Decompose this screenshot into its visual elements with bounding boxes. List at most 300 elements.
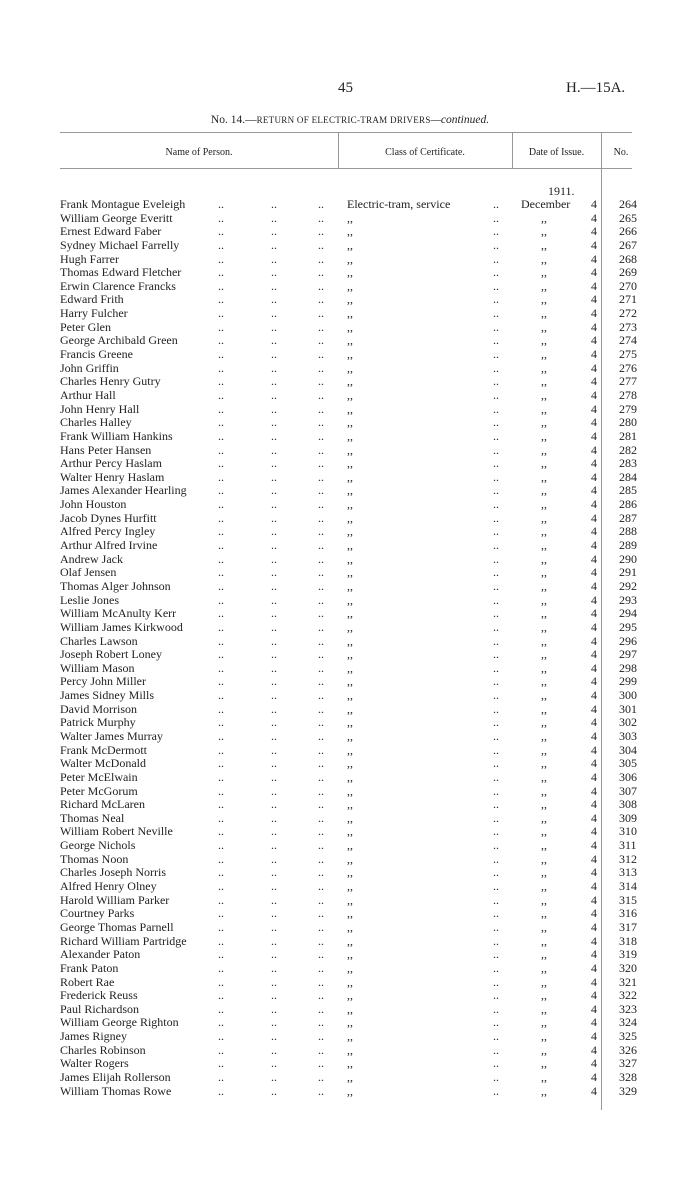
leader-dots: ..	[271, 947, 277, 962]
issue-month: ,,	[541, 974, 547, 989]
table-row	[0, 443, 700, 457]
leader-dots: ..	[218, 415, 224, 430]
leader-dots: ..	[218, 1042, 224, 1057]
person-name: Charles Halley	[60, 415, 132, 430]
leader-dots: ..	[493, 1042, 499, 1057]
table-row	[0, 920, 700, 934]
issue-day: 4	[591, 988, 597, 1003]
leader-dots: ..	[318, 292, 324, 307]
issue-day: 4	[591, 197, 597, 211]
issue-month: ,,	[541, 292, 547, 307]
leader-dots: ..	[271, 387, 277, 402]
certificate-number: 274	[619, 333, 637, 348]
person-name: Arthur Alfred Irvine	[60, 538, 158, 553]
table-row	[0, 797, 700, 811]
leader-dots: ..	[271, 524, 277, 539]
leader-dots: ..	[318, 278, 324, 293]
leader-dots: ..	[218, 1070, 224, 1084]
issue-day: 4	[591, 592, 597, 607]
issue-day: 4	[591, 824, 597, 839]
issue-month: ,,	[541, 988, 547, 1003]
leader-dots: ..	[271, 728, 277, 743]
leader-dots: ..	[493, 1070, 499, 1084]
certificate-number: 310	[619, 824, 637, 839]
certificate-number: 285	[619, 483, 637, 498]
leader-dots: ..	[493, 428, 499, 443]
issue-month: ,,	[541, 647, 547, 662]
certificate-number: 324	[619, 1015, 637, 1030]
issue-day: 4	[591, 1056, 597, 1071]
person-name: Percy John Miller	[60, 674, 146, 689]
leader-dots: ..	[218, 988, 224, 1003]
table-row	[0, 1056, 700, 1070]
certificate-class: ,,	[347, 347, 353, 362]
person-name: William Mason	[60, 660, 135, 675]
table-row	[0, 947, 700, 961]
header-date: Date of Issue.	[528, 147, 585, 158]
table-row	[0, 593, 700, 607]
certificate-number: 329	[619, 1083, 637, 1098]
issue-month: ,,	[541, 674, 547, 689]
certificate-class: ,,	[347, 947, 353, 962]
certificate-class: ,,	[347, 919, 353, 934]
table-row	[0, 1002, 700, 1016]
leader-dots: ..	[318, 1029, 324, 1044]
leader-dots: ..	[271, 551, 277, 566]
leader-dots: ..	[218, 606, 224, 621]
leader-dots: ..	[218, 210, 224, 225]
certificate-number: 328	[619, 1070, 637, 1084]
person-name: Charles Lawson	[60, 633, 138, 648]
table-row	[0, 674, 700, 688]
table-row	[0, 1029, 700, 1043]
leader-dots: ..	[218, 674, 224, 689]
leader-dots: ..	[318, 783, 324, 798]
leader-dots: ..	[271, 660, 277, 675]
leader-dots: ..	[493, 742, 499, 757]
header-no: No.	[613, 147, 629, 158]
table-row	[0, 238, 700, 252]
certificate-number: 268	[619, 251, 637, 266]
issue-month: ,,	[541, 347, 547, 362]
certificate-class: ,,	[347, 810, 353, 825]
issue-month: December	[521, 197, 571, 211]
leader-dots: ..	[318, 619, 324, 634]
person-name: James Sidney Mills	[60, 688, 155, 703]
issue-day: 4	[591, 538, 597, 553]
leader-dots: ..	[271, 292, 277, 307]
certificate-class: ,,	[347, 1001, 353, 1016]
certificate-number: 318	[619, 933, 637, 948]
person-name: Frank William Hankins	[60, 428, 173, 443]
leader-dots: ..	[271, 865, 277, 880]
leader-dots: ..	[271, 483, 277, 498]
leader-dots: ..	[218, 783, 224, 798]
issue-month: ,,	[541, 319, 547, 334]
certificate-number: 287	[619, 510, 637, 525]
issue-day: 4	[591, 660, 597, 675]
header-name: Name of Person.	[165, 147, 233, 158]
certificate-number: 281	[619, 428, 637, 443]
leader-dots: ..	[318, 592, 324, 607]
leader-dots: ..	[493, 524, 499, 539]
leader-dots: ..	[218, 428, 224, 443]
leader-dots: ..	[493, 988, 499, 1003]
table-row	[0, 565, 700, 579]
certificate-class: ,,	[347, 551, 353, 566]
leader-dots: ..	[218, 933, 224, 948]
issue-month: ,,	[541, 1070, 547, 1084]
leader-dots: ..	[493, 919, 499, 934]
leader-dots: ..	[493, 633, 499, 648]
table-row	[0, 811, 700, 825]
certificate-number: 289	[619, 538, 637, 553]
certificate-class: ,,	[347, 415, 353, 430]
certificate-number: 321	[619, 974, 637, 989]
person-name: Charles Henry Gutry	[60, 374, 161, 389]
leader-dots: ..	[318, 538, 324, 553]
certificate-number: 314	[619, 879, 637, 894]
issue-month: ,,	[541, 456, 547, 471]
person-name: John Henry Hall	[60, 401, 140, 416]
person-name: William James Kirkwood	[60, 619, 183, 634]
leader-dots: ..	[318, 578, 324, 593]
person-name: Thomas Edward Fletcher	[60, 265, 182, 280]
header-class: Class of Certificate.	[385, 147, 465, 158]
document-reference: H.—15A.	[566, 80, 626, 96]
leader-dots: ..	[318, 606, 324, 621]
issue-month: ,,	[541, 578, 547, 593]
person-name: Richard William Partridge	[60, 933, 187, 948]
issue-month: ,,	[541, 701, 547, 716]
table-title	[0, 114, 700, 126]
leader-dots: ..	[493, 1015, 499, 1030]
issue-day: 4	[591, 428, 597, 443]
certificate-class: ,,	[347, 497, 353, 512]
person-name: Erwin Clarence Francks	[60, 278, 176, 293]
leader-dots: ..	[271, 810, 277, 825]
table-title-main: RETURN OF ELECTRIC-TRAM DRIVERS	[256, 115, 431, 125]
table-row	[0, 743, 700, 757]
certificate-number: 292	[619, 578, 637, 593]
certificate-number: 277	[619, 374, 637, 389]
leader-dots: ..	[493, 333, 499, 348]
leader-dots: ..	[218, 1056, 224, 1071]
issue-month: ,,	[541, 960, 547, 975]
certificate-number: 322	[619, 988, 637, 1003]
leader-dots: ..	[493, 865, 499, 880]
leader-dots: ..	[218, 510, 224, 525]
leader-dots: ..	[271, 879, 277, 894]
leader-dots: ..	[318, 524, 324, 539]
leader-dots: ..	[318, 1015, 324, 1030]
issue-day: 4	[591, 960, 597, 975]
issue-month: ,,	[541, 933, 547, 948]
leader-dots: ..	[493, 879, 499, 894]
table-row	[0, 197, 700, 211]
leader-dots: ..	[271, 333, 277, 348]
issue-day: 4	[591, 715, 597, 730]
issue-month: ,,	[541, 1001, 547, 1016]
certificate-class: ,,	[347, 1015, 353, 1030]
person-name: Harold William Parker	[60, 892, 170, 907]
leader-dots: ..	[493, 619, 499, 634]
leader-dots: ..	[218, 401, 224, 416]
person-name: William Thomas Rowe	[60, 1083, 172, 1098]
leader-dots: ..	[218, 592, 224, 607]
issue-day: 4	[591, 619, 597, 634]
leader-dots: ..	[318, 933, 324, 948]
issue-day: 4	[591, 483, 597, 498]
leader-dots: ..	[493, 456, 499, 471]
issue-day: 4	[591, 374, 597, 389]
leader-dots: ..	[493, 851, 499, 866]
person-name: George Thomas Parnell	[60, 919, 174, 934]
leader-dots: ..	[271, 960, 277, 975]
leader-dots: ..	[218, 892, 224, 907]
leader-dots: ..	[493, 483, 499, 498]
leader-dots: ..	[318, 510, 324, 525]
table-row	[0, 388, 700, 402]
certificate-number: 305	[619, 756, 637, 771]
leader-dots: ..	[318, 838, 324, 853]
leader-dots: ..	[493, 892, 499, 907]
person-name: Charles Joseph Norris	[60, 865, 166, 880]
issue-month: ,,	[541, 824, 547, 839]
issue-day: 4	[591, 647, 597, 662]
leader-dots: ..	[493, 538, 499, 553]
leader-dots: ..	[493, 960, 499, 975]
leader-dots: ..	[218, 347, 224, 362]
leader-dots: ..	[271, 742, 277, 757]
leader-dots: ..	[218, 633, 224, 648]
leader-dots: ..	[218, 960, 224, 975]
issue-day: 4	[591, 319, 597, 334]
leader-dots: ..	[318, 810, 324, 825]
table-row	[0, 497, 700, 511]
issue-day: 4	[591, 865, 597, 880]
issue-month: ,,	[541, 278, 547, 293]
leader-dots: ..	[271, 606, 277, 621]
issue-day: 4	[591, 387, 597, 402]
leader-dots: ..	[271, 1042, 277, 1057]
certificate-class: ,,	[347, 565, 353, 580]
leader-dots: ..	[318, 728, 324, 743]
issue-day: 4	[591, 769, 597, 784]
table-title-suffix: —continued.	[430, 114, 490, 126]
leader-dots: ..	[271, 933, 277, 948]
leader-dots: ..	[318, 947, 324, 962]
leader-dots: ..	[493, 592, 499, 607]
certificate-number: 296	[619, 633, 637, 648]
certificate-class: ,,	[347, 224, 353, 239]
issue-day: 4	[591, 415, 597, 430]
leader-dots: ..	[493, 906, 499, 921]
leader-dots: ..	[493, 647, 499, 662]
leader-dots: ..	[271, 415, 277, 430]
leader-dots: ..	[493, 210, 499, 225]
leader-dots: ..	[318, 960, 324, 975]
leader-dots: ..	[493, 469, 499, 484]
certificate-number: 283	[619, 456, 637, 471]
table-row	[0, 934, 700, 948]
leader-dots: ..	[318, 387, 324, 402]
leader-dots: ..	[218, 333, 224, 348]
issue-day: 4	[591, 797, 597, 812]
person-name: Peter McElwain	[60, 769, 138, 784]
leader-dots: ..	[271, 319, 277, 334]
person-name: Alexander Paton	[60, 947, 141, 962]
leader-dots: ..	[493, 442, 499, 457]
certificate-class: ,,	[347, 374, 353, 389]
certificate-number: 297	[619, 647, 637, 662]
person-name: Thomas Alger Johnson	[60, 578, 171, 593]
certificate-class: ,,	[347, 728, 353, 743]
certificate-number: 315	[619, 892, 637, 907]
certificate-number: 301	[619, 701, 637, 716]
leader-dots: ..	[218, 688, 224, 703]
table-row	[0, 770, 700, 784]
leader-dots: ..	[218, 974, 224, 989]
leader-dots: ..	[271, 360, 277, 375]
person-name: Olaf Jensen	[60, 565, 117, 580]
issue-month: ,,	[541, 1042, 547, 1057]
leader-dots: ..	[318, 442, 324, 457]
table-row	[0, 988, 700, 1002]
leader-dots: ..	[271, 838, 277, 853]
leader-dots: ..	[318, 906, 324, 921]
certificate-number: 311	[619, 838, 637, 853]
leader-dots: ..	[493, 374, 499, 389]
leader-dots: ..	[271, 306, 277, 321]
person-name: Peter McGorum	[60, 783, 138, 798]
certificate-number: 278	[619, 387, 637, 402]
issue-month: ,,	[541, 797, 547, 812]
issue-month: ,,	[541, 728, 547, 743]
leader-dots: ..	[271, 674, 277, 689]
table-row	[0, 824, 700, 838]
leader-dots: ..	[318, 237, 324, 252]
header-bottom-rule	[60, 168, 632, 169]
leader-dots: ..	[271, 565, 277, 580]
person-name: Charles Robinson	[60, 1042, 146, 1057]
issue-month: ,,	[541, 524, 547, 539]
leader-dots: ..	[318, 251, 324, 266]
leader-dots: ..	[318, 988, 324, 1003]
leader-dots: ..	[493, 933, 499, 948]
leader-dots: ..	[218, 292, 224, 307]
leader-dots: ..	[218, 756, 224, 771]
person-name: Walter Rogers	[60, 1056, 129, 1071]
table-row	[0, 852, 700, 866]
certificate-class: ,,	[347, 469, 353, 484]
person-name: Ernest Edward Faber	[60, 224, 162, 239]
leader-dots: ..	[493, 783, 499, 798]
certificate-number: 273	[619, 319, 637, 334]
issue-month: ,,	[541, 374, 547, 389]
certificate-class: ,,	[347, 360, 353, 375]
issue-month: ,,	[541, 606, 547, 621]
person-name: Thomas Noon	[60, 851, 129, 866]
table-row	[0, 511, 700, 525]
table-row	[0, 429, 700, 443]
leader-dots: ..	[218, 442, 224, 457]
leader-dots: ..	[493, 701, 499, 716]
person-name: James Rigney	[60, 1029, 127, 1044]
table-row	[0, 320, 700, 334]
leader-dots: ..	[318, 469, 324, 484]
certificate-class: ,,	[347, 742, 353, 757]
certificate-class: ,,	[347, 701, 353, 716]
leader-dots: ..	[318, 756, 324, 771]
table-row	[0, 634, 700, 648]
leader-dots: ..	[218, 810, 224, 825]
leader-dots: ..	[318, 1001, 324, 1016]
issue-month: ,,	[541, 265, 547, 280]
issue-month: ,,	[541, 756, 547, 771]
certificate-number: 290	[619, 551, 637, 566]
leader-dots: ..	[493, 674, 499, 689]
leader-dots: ..	[318, 851, 324, 866]
certificate-class: ,,	[347, 892, 353, 907]
issue-month: ,,	[541, 237, 547, 252]
issue-day: 4	[591, 401, 597, 416]
leader-dots: ..	[271, 374, 277, 389]
issue-day: 4	[591, 237, 597, 252]
issue-day: 4	[591, 442, 597, 457]
person-name: Walter Henry Haslam	[60, 469, 165, 484]
issue-day: 4	[591, 783, 597, 798]
certificate-number: 295	[619, 619, 637, 634]
leader-dots: ..	[318, 551, 324, 566]
certificate-number: 270	[619, 278, 637, 293]
issue-day: 4	[591, 892, 597, 907]
certificate-class: ,,	[347, 1056, 353, 1071]
certificate-number: 300	[619, 688, 637, 703]
certificate-number: 313	[619, 865, 637, 880]
certificate-class: ,,	[347, 319, 353, 334]
leader-dots: ..	[218, 619, 224, 634]
certificate-class: ,,	[347, 387, 353, 402]
issue-month: ,,	[541, 633, 547, 648]
issue-day: 4	[591, 347, 597, 362]
leader-dots: ..	[493, 510, 499, 525]
issue-day: 4	[591, 947, 597, 962]
issue-month: ,,	[541, 210, 547, 225]
leader-dots: ..	[318, 483, 324, 498]
leader-dots: ..	[318, 742, 324, 757]
leader-dots: ..	[318, 1042, 324, 1057]
certificate-class: ,,	[347, 851, 353, 866]
certificate-class: ,,	[347, 237, 353, 252]
issue-day: 4	[591, 933, 597, 948]
leader-dots: ..	[271, 769, 277, 784]
table-row	[0, 647, 700, 661]
leader-dots: ..	[318, 265, 324, 280]
table-row	[0, 292, 700, 306]
leader-dots: ..	[271, 1001, 277, 1016]
certificate-number: 320	[619, 960, 637, 975]
certificate-number: 303	[619, 728, 637, 743]
table-row	[0, 838, 700, 852]
person-name: Jacob Dynes Hurfitt	[60, 510, 157, 525]
leader-dots: ..	[318, 197, 324, 211]
issue-month: ,,	[541, 838, 547, 853]
person-name: Francis Greene	[60, 347, 133, 362]
issue-month: ,,	[541, 251, 547, 266]
leader-dots: ..	[318, 919, 324, 934]
table-row	[0, 906, 700, 920]
